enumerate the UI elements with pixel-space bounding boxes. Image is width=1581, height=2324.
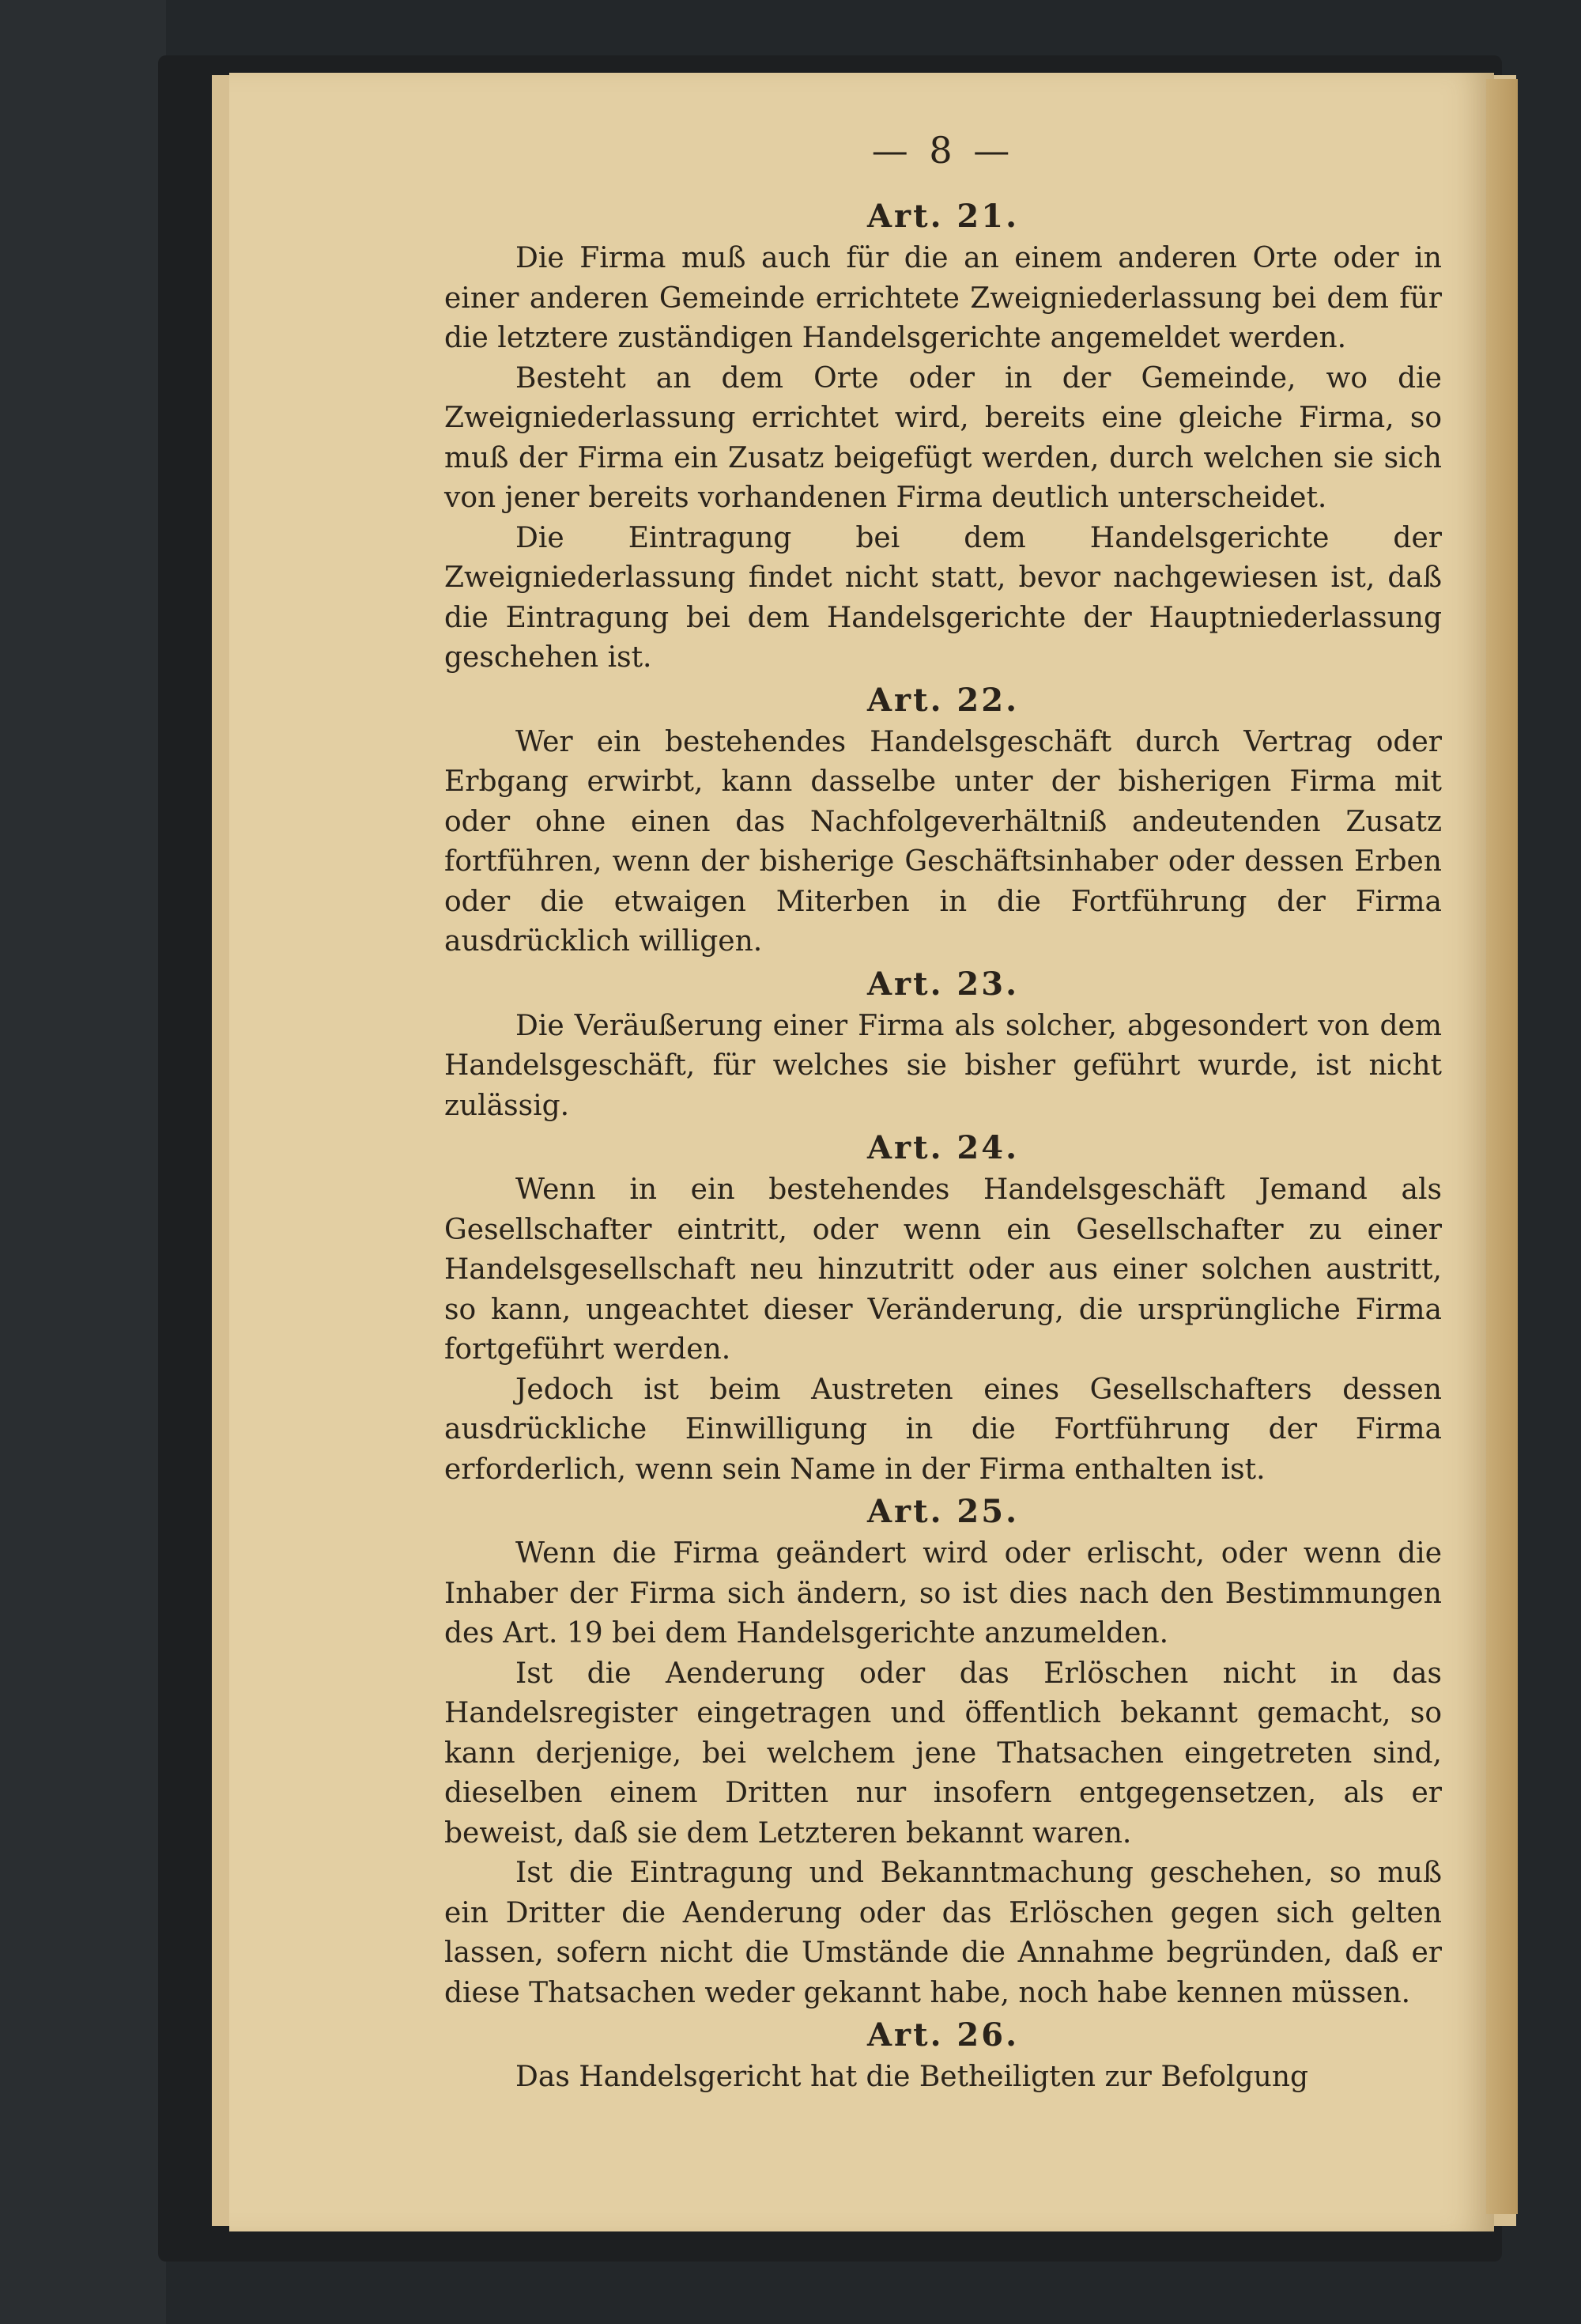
article-26 <box>444 2013 1442 2098</box>
paragraph: Wenn die Firma geändert wird oder erlischt, oder wenn die Inhaber der Firma sich ändern, so ist dies nach den Bestimmungen des Art. 19 bei dem Handelsgerichte anzumelden. <box>444 1537 1442 1649</box>
article-23 <box>444 962 1442 1127</box>
article-25 <box>444 1490 1442 2013</box>
article-heading: Art. 22. <box>866 681 1020 719</box>
paragraph: Jedoch ist beim Austreten eines Gesellschafters dessen ausdrückliche Einwilligung in die Fortführung der Firma erforderlich, wenn sein Name in der Firma enthalten ist. <box>444 1373 1442 1486</box>
article-22 <box>444 678 1442 962</box>
paragraph: Die Firma muß auch für die an einem anderen Orte oder in einer anderen Gemeinde errichtete Zweigniederlassung bei dem für die letztere zuständigen Handelsgerichte angemeldet werden. <box>444 242 1442 354</box>
paragraph: Ist die Eintragung und Bekanntmachung geschehen, so muß ein Dritter die Aenderung oder das Erlöschen gegen sich gelten lassen, sofern nicht die Umstände die Annahme begründen, daß er diese Thatsachen weder gekannt habe, noch habe kennen müssen. <box>444 1857 1442 2009</box>
article-heading: Art. 24. <box>866 1129 1020 1166</box>
page-edge <box>1486 79 1518 2214</box>
article-heading: Art. 21. <box>866 198 1020 235</box>
paragraph: Die Veräußerung einer Firma als solcher, abgesondert von dem Handelsgeschäft, für welches sie bisher geführt wurde, ist nicht zulässig. <box>444 1009 1442 1122</box>
page-text <box>444 127 1442 2098</box>
paragraph: Wenn in ein bestehendes Handelsgeschäft Jemand als Gesellschafter eintritt, oder wenn ein Gesellschafter zu einer Handelsgesellschaft neu hinzutritt oder aus einer solchen austritt, so kann, ungeachtet dieser Veränderung, die ursprüngliche Firma fortgeführt werden. <box>444 1173 1442 1366</box>
article-heading: Art. 25. <box>866 1493 1020 1530</box>
paragraph: Besteht an dem Orte oder in der Gemeinde, wo die Zweigniederlassung errichtet wird, bereits eine gleiche Firma, so muß der Firma ein Zusatz beigefügt werden, durch welchen sie sich von jener bereits vorhandenen Firma deutlich unterscheidet. <box>444 361 1442 514</box>
article-24 <box>444 1126 1442 1490</box>
paragraph: Das Handelsgericht hat die Betheiligten zur Befolgung <box>515 2061 1309 2093</box>
desk-background <box>0 0 166 2324</box>
paragraph: Wer ein bestehendes Handelsgeschäft durch Vertrag oder Erbgang erwirbt, kann dasselbe unter der bisherigen Firma mit oder ohne einen das Nachfolgeverhältniß andeutenden Zusatz fortführen, wenn der bisherige Geschäftsinhaber oder dessen Erben oder die etwaigen Miterben in die Fortführung der Firma ausdrücklich willigen. <box>444 725 1442 958</box>
paragraph: Ist die Aenderung oder das Erlöschen nicht in das Handelsregister eingetragen und öffentlich bekannt gemacht, so kann derjenige, bei welchem jene Thatsachen eingetreten sind, dieselben einem Dritten nur insofern entgegensetzen, als er beweist, daß sie dem Letzteren bekannt waren. <box>444 1657 1442 1850</box>
article-heading: Art. 23. <box>866 965 1020 1003</box>
article-21 <box>444 195 1442 678</box>
article-heading: Art. 26. <box>866 2016 1020 2054</box>
page-number: — 8 — <box>871 129 1015 172</box>
paragraph: Die Eintragung bei dem Handelsgerichte der Zweigniederlassung findet nicht statt, bevor nachgewiesen ist, daß die Eintragung bei dem Handelsgerichte der Hauptniederlassung geschehen ist. <box>444 521 1442 674</box>
